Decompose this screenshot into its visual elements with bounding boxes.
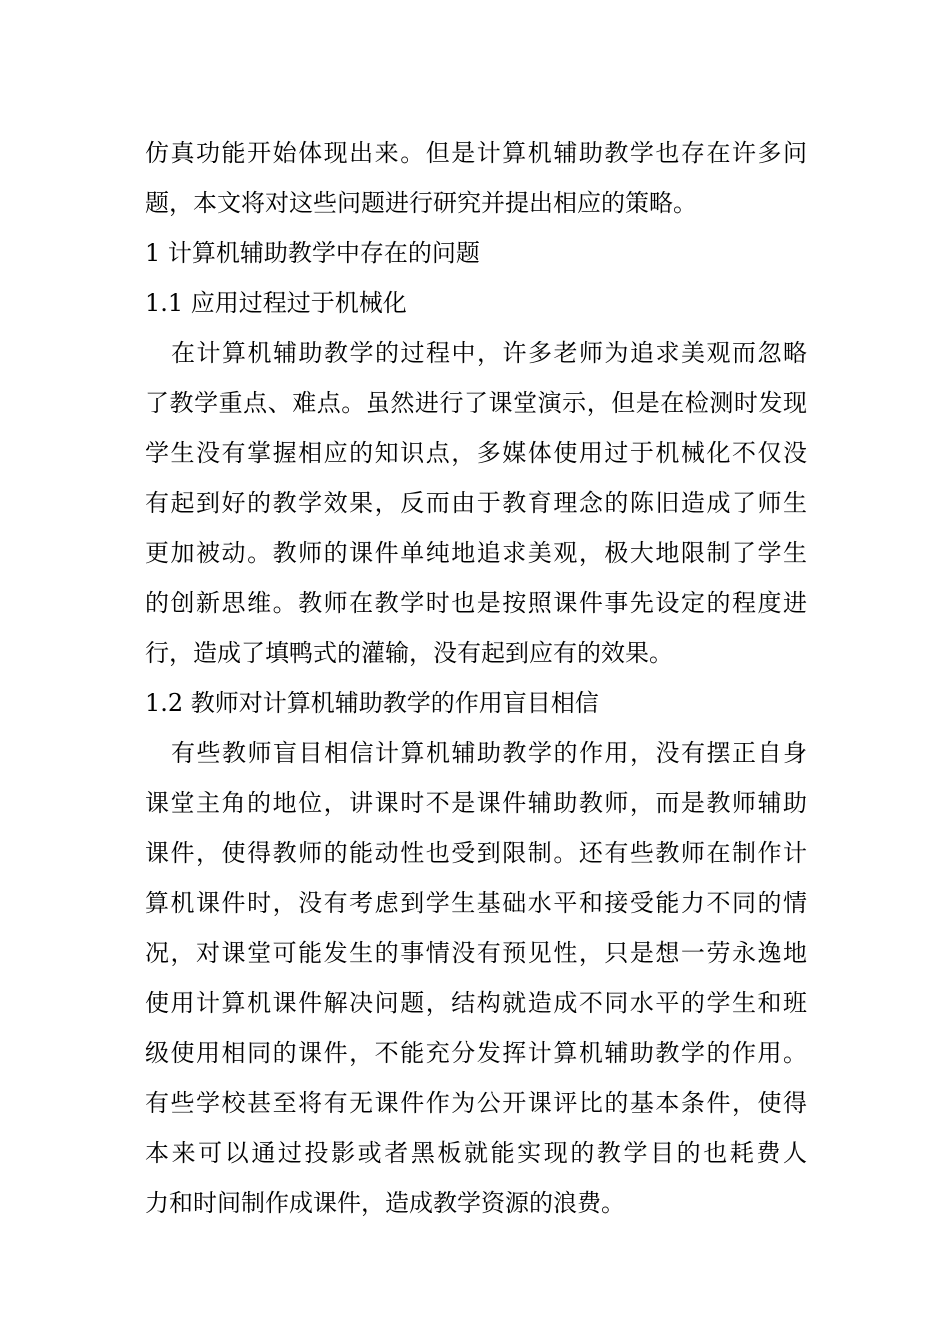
body-text-line: 的创新思维。教师在教学时也是按照课件事先设定的程度进 (145, 589, 807, 617)
body-text-line: 本来可以通过投影或者黑板就能实现的教学目的也耗费人 (145, 1139, 807, 1167)
body-text-line: 了教学重点、难点。虽然进行了课堂演示，但是在检测时发现 (145, 389, 807, 417)
document-page (145, 128, 807, 1228)
body-text-line: 力和时间制作成课件，造成教学资源的浪费。 (145, 1189, 625, 1217)
body-text-line: 仿真功能开始体现出来。但是计算机辅助教学也存在许多问 (145, 139, 807, 167)
body-text-line: 使用计算机课件解决问题，结构就造成不同水平的学生和班 (145, 989, 807, 1017)
body-text-line: 学生没有掌握相应的知识点，多媒体使用过于机械化不仅没 (145, 439, 807, 467)
body-text-line: 有些学校甚至将有无课件作为公开课评比的基本条件，使得 (145, 1089, 807, 1117)
body-text-line: 有起到好的教学效果，反而由于教育理念的陈旧造成了师生 (145, 489, 807, 517)
section-heading: 1 计算机辅助教学中存在的问题 (145, 239, 480, 267)
subsection-heading: 1.2 教师对计算机辅助教学的作用盲目相信 (145, 689, 599, 717)
body-text-line: 算机课件时，没有考虑到学生基础水平和接受能力不同的情 (145, 889, 807, 917)
body-text-line: 更加被动。教师的课件单纯地追求美观，极大地限制了学生 (145, 539, 807, 567)
subsection-heading: 1.1 应用过程过于机械化 (145, 289, 407, 317)
body-text-line: 课件，使得教师的能动性也受到限制。还有些教师在制作计 (145, 839, 807, 867)
body-text-line: 课堂主角的地位，讲课时不是课件辅助教师，而是教师辅助 (145, 789, 807, 817)
body-text-line: 有些教师盲目相信计算机辅助教学的作用，没有摆正自身 (171, 739, 807, 767)
body-text-line: 在计算机辅助教学的过程中，许多老师为追求美观而忽略 (171, 339, 807, 367)
body-text-line: 行，造成了填鸭式的灌输，没有起到应有的效果。 (145, 639, 673, 667)
body-text-line: 题，本文将对这些问题进行研究并提出相应的策略。 (145, 189, 697, 217)
body-text-line: 级使用相同的课件，不能充分发挥计算机辅助教学的作用。 (145, 1039, 807, 1067)
body-text-line: 况，对课堂可能发生的事情没有预见性，只是想一劳永逸地 (145, 939, 807, 967)
